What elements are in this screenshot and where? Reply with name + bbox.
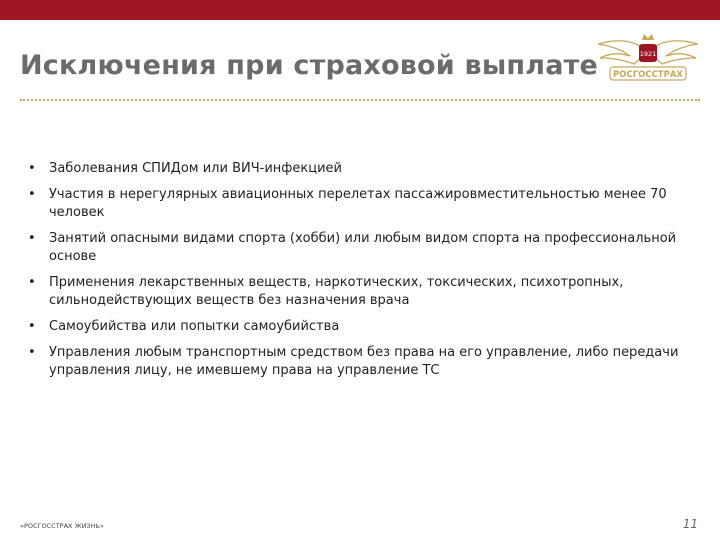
bullet-marker: • (28, 319, 36, 334)
bullet-text: Применения лекарственных веществ, наркотических, токсических, психотропных, сильнодействующих веществ без назначения врача (49, 275, 624, 308)
bullet-text: Заболевания СПИДом или ВИЧ-инфекцией (49, 161, 342, 176)
bullet-text: Участия в нерегулярных авиационных перелетах пассажировместительностью менее 70 человек (49, 187, 667, 220)
bullet-list (28, 160, 688, 388)
bullet-text: Управления любым транспортным средством без права на его управление, либо передачи управления лицу, не имевшему права на управление ТС (49, 345, 679, 378)
rosgosstrakh-logo (588, 30, 708, 88)
list-item (28, 318, 688, 336)
bullet-text: Самоубийства или попытки самоубийства (49, 319, 340, 334)
logo-badge-text: 1921 (639, 50, 657, 58)
bullet-marker: • (28, 275, 36, 290)
bullet-marker: • (28, 345, 36, 360)
list-item (28, 230, 688, 266)
slide-title: Исключения при страховой выплате (20, 50, 599, 81)
bullet-text: Занятий опасными видами спорта (хобби) или любым видом спорта на профессиональной основе (49, 231, 677, 264)
page-number: 11 (682, 517, 698, 531)
bullet-marker: • (28, 231, 36, 246)
title-divider (20, 99, 700, 101)
list-item (28, 160, 688, 178)
logo-text: РОСГОССТРАХ (613, 70, 683, 80)
list-item (28, 274, 688, 310)
bullet-marker: • (28, 187, 36, 202)
list-item (28, 344, 688, 380)
list-item (28, 186, 688, 222)
footer-company: «РОСГОССТРАХ ЖИЗНЬ» (20, 522, 104, 530)
bullet-marker: • (28, 161, 36, 176)
top-accent-bar (0, 0, 720, 20)
